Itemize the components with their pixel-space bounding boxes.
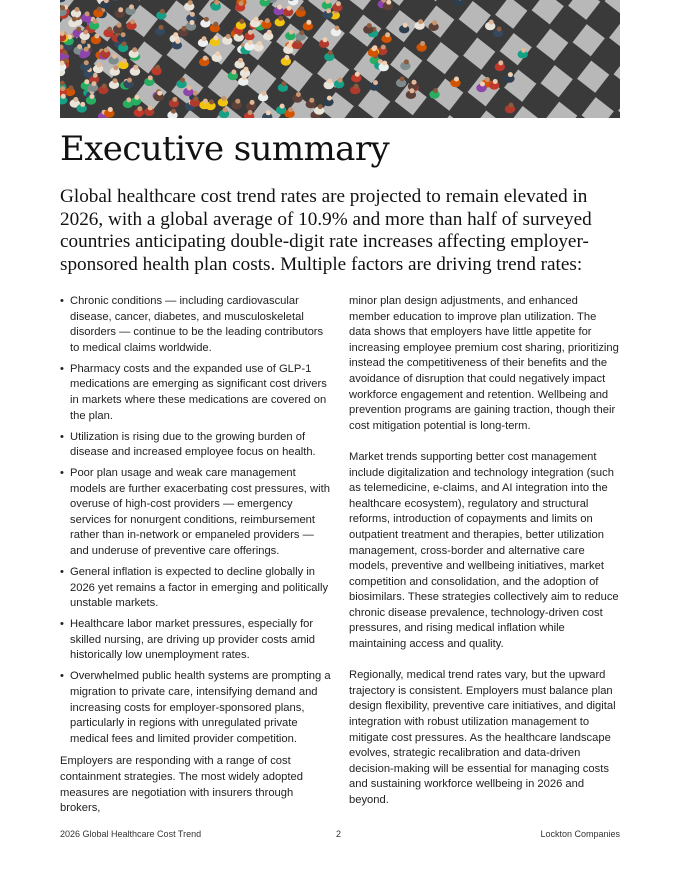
- body-paragraph: Regionally, medical trend rates vary, but the upward trajectory is consistent. Employers must balance plan design flexibility, preventive care initiatives, and digital integration with robust utilization management to mitigate cost pressures. As the healthcare landscape evolves, strategic recalibration and data-driven decision-making will be essential for managing costs and sustaining workforce wellbeing in 2026 and beyond.: [349, 669, 616, 806]
- page-title: Executive summary: [60, 129, 390, 169]
- list-item: • Healthcare labor market pressures, especially for skilled nursing, are driving up provider costs amid historically low unemployment rates.: [60, 617, 332, 664]
- crowd-square-image: [60, 0, 620, 118]
- body-paragraph: Market trends supporting better cost management include digitalization and technology integration (such as telemedicine, e-claims, and AI integration into the healthcare ecosystem), regulatory and structural reforms, introduction of copayments and limits on outpatient treatment and therapies, better utilization management, cross-border and alternative care models, preventive and wellbeing initiatives, market competition and consolidation, and the adoption of biosimilars. These strategies collectively aim to reduce chronic disease prevalence, technology-driven cost pressures, and rising medical inflation while maintaining access and quality.: [349, 450, 619, 651]
- hero-photo: [60, 0, 620, 118]
- trend-drivers-list: [60, 294, 332, 747]
- page-footer: [60, 829, 620, 843]
- right-column: [349, 294, 621, 824]
- page-number: 2: [336, 829, 342, 839]
- list-item: • Overwhelmed public health systems are prompting a migration to private care, intensifying demand and increasing costs for employer-sponsored plans, particularly in regions with unregulated private medical fees and limited provider competition.: [60, 669, 332, 747]
- left-column: [60, 294, 332, 817]
- footer-company: Lockton Companies: [540, 829, 620, 839]
- lead-paragraph: Global healthcare cost trend rates are projected to remain elevated in 2026, with a global average of 10.9% and more than half of surveyed countries anticipating double-digit rate increases affecting employer-sponsored health plan costs. Multiple factors are driving trend rates:: [60, 186, 592, 275]
- footer-report-title: 2026 Global Healthcare Cost Trend: [60, 829, 202, 839]
- list-item: • Pharmacy costs and the expanded use of GLP-1 medications are emerging as significant cost drivers in markets where these medications are covered on the plan.: [60, 362, 332, 424]
- list-item: • General inflation is expected to decline globally in 2026 yet remains a factor in emerging and politically unstable markets.: [60, 565, 332, 612]
- list-item: • Utilization is rising due to the growing burden of disease and increased employee focus on health.: [60, 430, 332, 461]
- list-item: • Poor plan usage and weak care management models are further exacerbating cost pressures, with overuse of high-cost providers — emergency services for nonurgent conditions, reimbursement rather than in-network or empaneled providers — and underuse of preventive care offerings.: [60, 466, 332, 560]
- body-paragraph: Employers are responding with a range of cost containment strategies. The most widely adopted measures are negotiation with insurers through brokers,: [60, 755, 303, 815]
- list-item: • Chronic conditions — including cardiovascular disease, cancer, diabetes, and musculoskeletal disorders — continue to be the leading contributors to medical claims worldwide.: [60, 294, 332, 356]
- body-paragraph: minor plan design adjustments, and enhanced member education to improve plan utilization. The data shows that employers have little appetite for increasing employee premium cost sharing, prioritizing instead the competitiveness of their benefits and the avoidance of disruption that could negatively impact workforce engagement and retention. Wellbeing and prevention programs are gaining traction, though their cost mitigation potential is long-term.: [349, 295, 619, 432]
